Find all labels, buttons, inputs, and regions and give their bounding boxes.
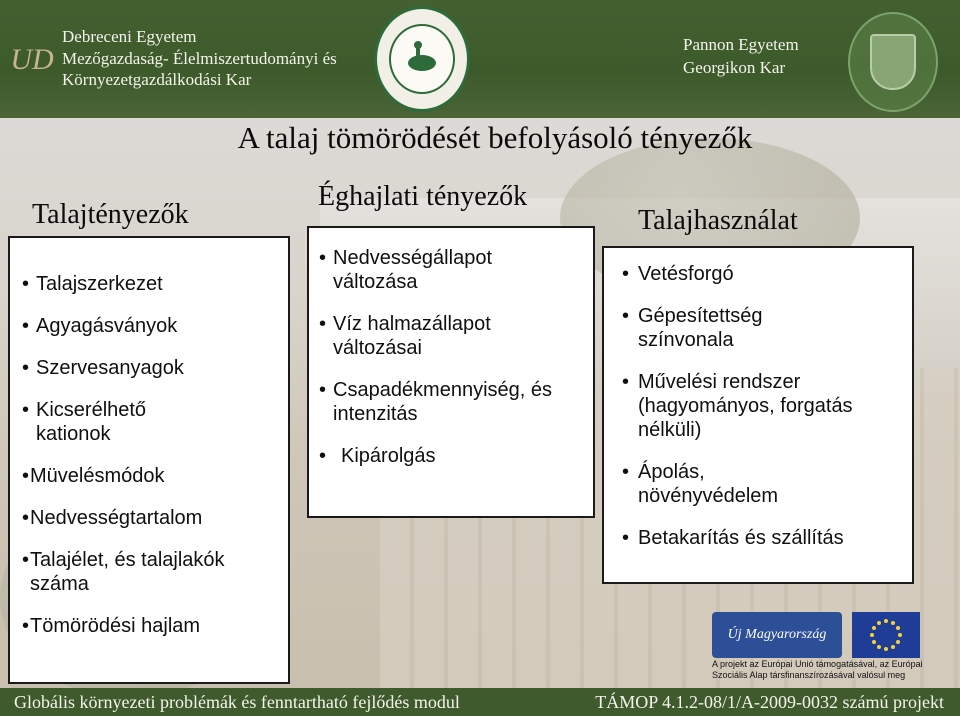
- list-item: [22, 614, 276, 638]
- list-item: [622, 370, 908, 442]
- list-item-text: Szervesanyagok: [36, 357, 184, 379]
- list-item: [22, 506, 276, 530]
- university-name-right: [683, 33, 799, 79]
- soil-factors-box: [8, 236, 290, 684]
- university-name-line: Debreceni Egyetem: [62, 27, 197, 46]
- bullet: •: [22, 615, 30, 637]
- bullet: •: [319, 313, 327, 335]
- bullet: •: [622, 263, 630, 285]
- eu-support-line: Szociális Alap társfinanszírozásával valósul meg: [712, 670, 906, 680]
- list-item-text: Agyagásványok: [36, 315, 178, 337]
- seal-center: [389, 24, 455, 94]
- footer-module-title: Globális környezeti problémák és fenntartható fejlődés modul: [14, 692, 460, 712]
- list-item: [622, 526, 902, 550]
- soil-factors-title: Talajtényezők: [32, 199, 189, 230]
- bullet: •: [622, 371, 630, 393]
- university-crest-icon: [848, 12, 938, 112]
- land-use-box: [602, 246, 914, 584]
- header-banner: [0, 0, 960, 118]
- bullet: •: [22, 315, 30, 337]
- climate-factors-list: [309, 228, 593, 468]
- faculty-name-line: Környezetgazdálkodási Kar: [62, 70, 252, 89]
- list-item-text: Talajélet, és talajlakók száma: [30, 549, 225, 595]
- eu-stars-icon: [864, 617, 908, 653]
- list-item-text: Müvelésmódok: [30, 465, 165, 487]
- sponsor-logos: [712, 612, 942, 658]
- list-item-text: Betakarítás és szállítás: [638, 527, 844, 549]
- list-item-text: Csapadékmennyiség, és intenzitás: [333, 379, 553, 425]
- bullet: •: [622, 527, 630, 549]
- logo-letters: UD: [10, 43, 54, 76]
- list-item: [22, 356, 276, 380]
- land-use-list: [604, 248, 912, 550]
- list-item-text: Vetésforgó: [638, 263, 734, 285]
- bullet: •: [319, 445, 327, 467]
- faculty-name-line: Georgikon Kar: [683, 58, 786, 77]
- list-item-text: Tömörödési hajlam: [30, 615, 201, 637]
- bullet: •: [319, 247, 327, 269]
- list-item-text: Nedvességtartalom: [30, 507, 203, 529]
- list-item-text: Kipárolgás: [341, 445, 436, 467]
- bullet: •: [22, 507, 30, 529]
- climate-factors-box: [307, 226, 595, 518]
- list-item: [22, 464, 276, 488]
- university-logo-icon: [12, 10, 52, 110]
- uj-magyarorszag-logo: Új Magyarország: [712, 612, 842, 658]
- eu-support-note: [712, 659, 923, 681]
- list-item: [622, 304, 818, 352]
- list-item: [22, 314, 276, 338]
- university-name-left: [62, 26, 337, 90]
- faculty-seal-icon: [374, 6, 470, 112]
- footer-project-id: TÁMOP 4.1.2-08/1/A-2009-0032 számú projekt: [595, 692, 944, 712]
- faculty-name-line: Mezőgazdaság- Élelmiszertudományi és: [62, 49, 337, 68]
- university-name-line: Pannon Egyetem: [683, 35, 799, 54]
- bullet: •: [22, 357, 30, 379]
- bullet: •: [22, 399, 30, 421]
- land-use-title: Talajhasználat: [638, 205, 798, 236]
- sheep-icon: [402, 41, 442, 77]
- list-item-text: Talajszerkezet: [36, 273, 163, 295]
- list-item: [22, 272, 276, 296]
- list-item: [319, 444, 581, 468]
- list-item: [319, 312, 553, 360]
- list-item: [22, 548, 230, 596]
- list-item-text: Nedvességállapot változása: [333, 247, 492, 293]
- list-item-text: Kicserélhető kationok: [36, 399, 147, 445]
- list-item-text: Gépesítettség színvonala: [638, 305, 763, 351]
- soil-factors-list: [10, 238, 288, 638]
- climate-factors-title: Éghajlati tényezők: [318, 181, 528, 212]
- list-item: [22, 398, 216, 446]
- list-item: [319, 246, 581, 294]
- bullet: •: [622, 461, 630, 483]
- bullet: •: [22, 549, 30, 571]
- bullet: •: [622, 305, 630, 327]
- page-title: A talaj tömörödését befolyásoló tényezők: [237, 120, 753, 155]
- footer-bar: [0, 688, 960, 716]
- bullet: •: [22, 465, 30, 487]
- list-item-text: Víz halmazállapot változásai: [333, 313, 491, 359]
- eu-flag-icon: [852, 612, 920, 658]
- bullet: •: [319, 379, 327, 401]
- list-item: [622, 262, 902, 286]
- list-item-text: Ápolás, növényvédelem: [638, 461, 779, 507]
- list-item-text: Művelési rendszer (hagyományos, forgatás nélküli): [638, 371, 853, 441]
- list-item: [622, 460, 838, 508]
- eu-support-line: A projekt az Európai Unió támogatásával, az Európai: [712, 659, 923, 669]
- list-item: [319, 378, 581, 426]
- crest-shield: [870, 34, 916, 90]
- bullet: •: [22, 273, 30, 295]
